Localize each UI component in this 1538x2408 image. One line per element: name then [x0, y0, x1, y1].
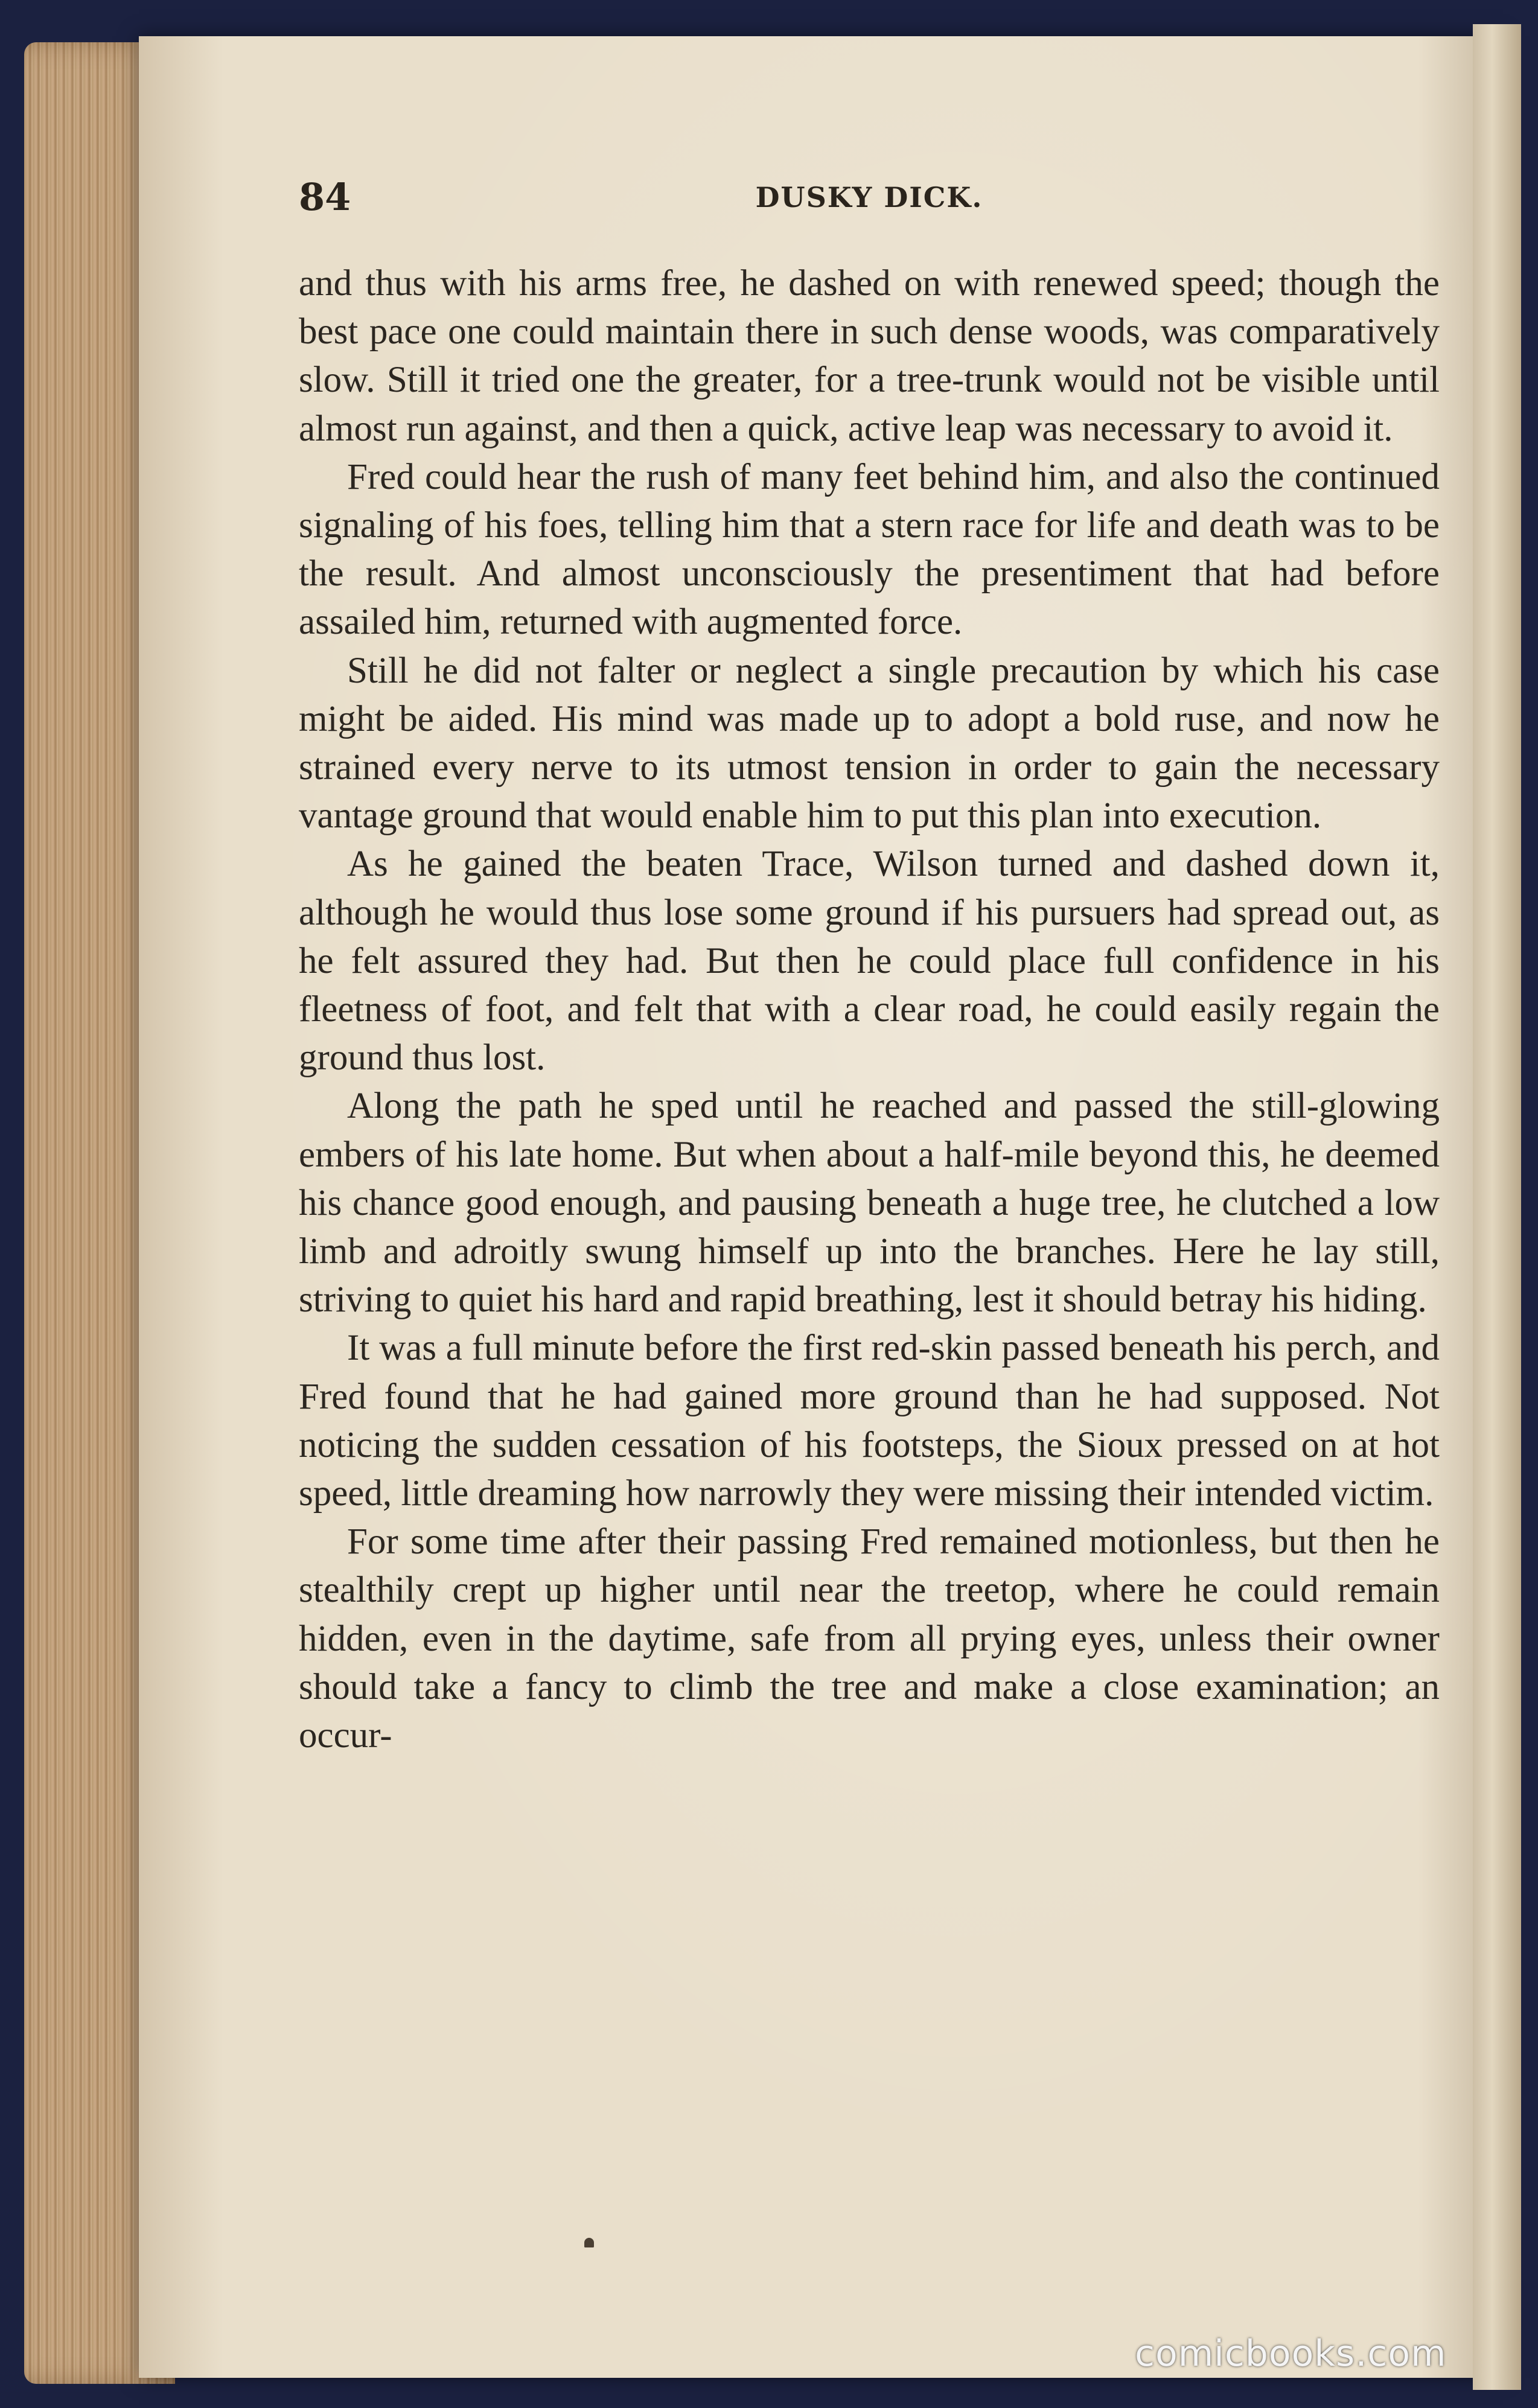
page-number: 84	[299, 175, 351, 219]
paragraph-1: and thus with his arms free, he dashed on with renewed speed; though the best pace one could maintain there in such dense woods, was comparatively slow. Still it tried one the greater, for a tree-trunk would not be visible until almost run against, and then a quick, active leap was necessary to avoid it.	[299, 263, 1440, 449]
paragraph-4: As he gained the beaten Trace, Wilson turned and dashed down it, although he would thus lose some ground if his pursuers had spread out, as he felt assured they had. But then he could place full confidence in his fleetness of foot, and felt that with a clear road, he could easily regain the ground thus lost.	[299, 844, 1440, 1078]
paragraph-3: Still he did not falter or neglect a single precaution by which his case might be aided. His mind was made up to adopt a bold ruse, and now he strained every nerve to its utmost tension in order to gain the necessary vantage ground that would enable him to put this plan into execution.	[299, 650, 1440, 836]
paragraph-6: It was a full minute before the first red-skin passed beneath his perch, and Fred found that he had gained more ground than he had supposed. Not noticing the sudden cessation of his footsteps, the Sioux pressed on at hot speed, little dreaming how narrowly they were missing their intended victim.	[299, 1328, 1440, 1514]
running-title: DUSKY DICK.	[755, 181, 983, 214]
page-header	[299, 175, 1440, 223]
body-text	[299, 260, 1440, 1760]
paragraph-7: For some time after their passing Fred remained motionless, but then he stealthily crept up higher until near the treetop, where he could remain hidden, even in the daytime, safe from all prying eyes, unless their owner should take a fancy to climb the tree and make a close examination; an occur-	[299, 1521, 1440, 1756]
watermark: comicbooks.com	[1135, 2333, 1447, 2375]
page-gutter	[1473, 24, 1521, 2390]
paragraph-5: Along the path he sped until he reached and passed the still-glowing embers of his late home. But when about a half-mile beyond this, he deemed his chance good enough, and pausing beneath a huge tree, he clutched a low limb and adroitly swung himself up into the branches. Here he lay still, striving to quiet his hard and rapid breathing, lest it should betray his hiding.	[299, 1086, 1440, 1320]
paragraph-2: Fred could hear the rush of many feet behind him, and also the continued signaling of his foes, telling him that a stern race for life and death was to be the result. And almost unconsciously the presentiment that had before assailed him, returned with augmented force.	[299, 456, 1440, 643]
printer-mark	[584, 2238, 594, 2247]
